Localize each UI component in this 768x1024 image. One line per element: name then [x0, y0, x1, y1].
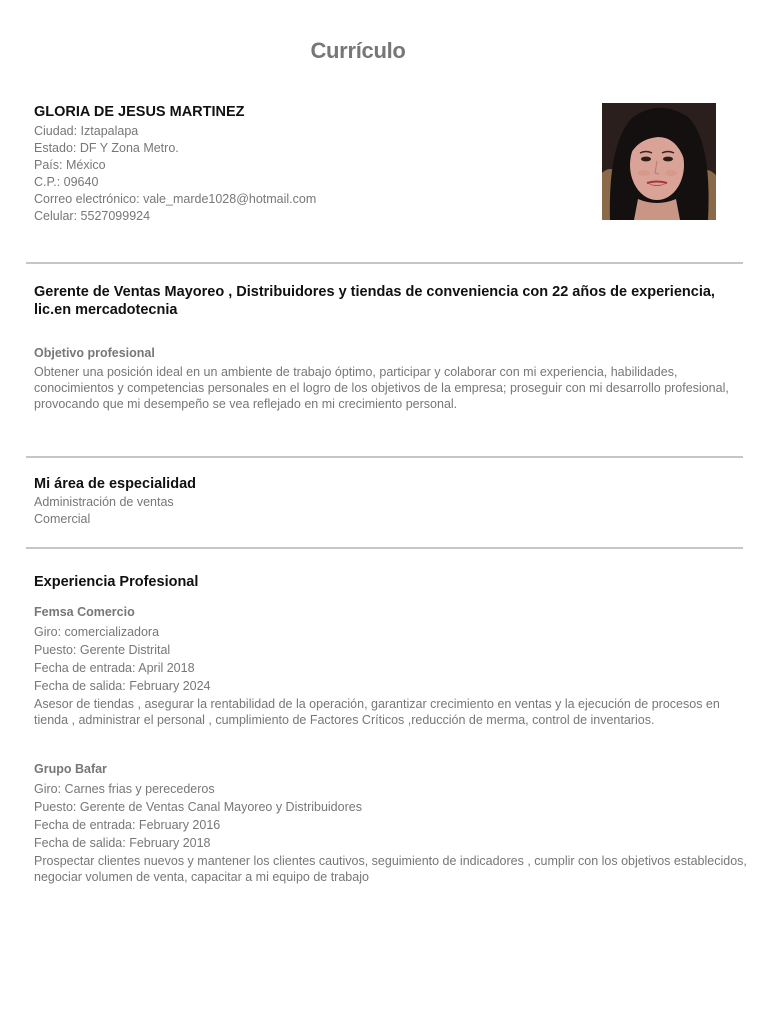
job-company: Femsa Comercio — [34, 605, 135, 619]
phone: Celular: 5527099924 — [34, 209, 151, 223]
experience-section — [34, 574, 748, 885]
job-entry — [34, 604, 748, 728]
objective-text: Obtener una posición ideal en un ambiente de trabajo óptimo, participar y colaborar con mi experiencia, habilidades, conocimientos y competencias personales en el logro de los objetivos de la empresa; proseguir con mi desarrollo profesional, provocando que mi desempeño se vea reflejado en mi crecimiento personal. — [34, 365, 729, 411]
job-position: Puesto: Gerente de Ventas Canal Mayoreo y Distribuidores — [34, 800, 362, 814]
profile-photo — [602, 103, 716, 220]
city: Ciudad: Iztapalapa — [34, 124, 139, 138]
objective-heading: Objetivo profesional — [34, 346, 155, 360]
job-sector: Giro: Carnes frias y perecederos — [34, 782, 215, 796]
specialty-item: Administración de ventas — [34, 495, 174, 509]
job-start-date: Fecha de entrada: April 2018 — [34, 661, 195, 675]
job-company: Grupo Bafar — [34, 762, 107, 776]
job-start-date: Fecha de entrada: February 2016 — [34, 818, 221, 832]
job-description: Prospectar clientes nuevos y mantener los clientes cautivos, seguimiento de indicadores , cumplir con los objetivos establecidos, negociar volumen de venta, capacitar a mi equipo de trabajo — [34, 854, 747, 884]
country: País: México — [34, 158, 106, 172]
job-description: Asesor de tiendas , asegurar la rentabilidad de la operación, garantizar crecimiento en ventas y la ejecución de procesos en tienda , administrar el personal , cumplimiento de Factores Críticos ,reducción de merma, control de inventarios. — [34, 697, 720, 727]
zip-code: C.P.: 09640 — [34, 175, 99, 189]
specialty-item: Comercial — [34, 512, 91, 526]
job-entry — [34, 761, 748, 885]
divider — [26, 456, 743, 458]
candidate-name: GLORIA DE JESUS MARTINEZ — [34, 104, 245, 120]
objective-section — [34, 345, 748, 412]
contact-info — [34, 104, 574, 225]
divider — [26, 262, 743, 264]
job-end-date: Fecha de salida: February 2024 — [34, 679, 211, 693]
job-sector: Giro: comercializadora — [34, 625, 160, 639]
state: Estado: DF Y Zona Metro. — [34, 141, 179, 155]
specialty-heading: Mi área de especialidad — [34, 476, 196, 492]
email: Correo electrónico: vale_marde1028@hotmail.com — [34, 192, 317, 206]
job-end-date: Fecha de salida: February 2018 — [34, 836, 211, 850]
professional-headline: Gerente de Ventas Mayoreo , Distribuidores y tiendas de conveniencia con 22 años de experiencia, lic.en mercadotecnia — [34, 284, 715, 318]
job-position: Puesto: Gerente Distrital — [34, 643, 171, 657]
specialty-section — [34, 476, 734, 528]
page-title: Currículo — [310, 38, 406, 63]
experience-heading: Experiencia Profesional — [34, 574, 199, 590]
divider — [26, 547, 743, 549]
